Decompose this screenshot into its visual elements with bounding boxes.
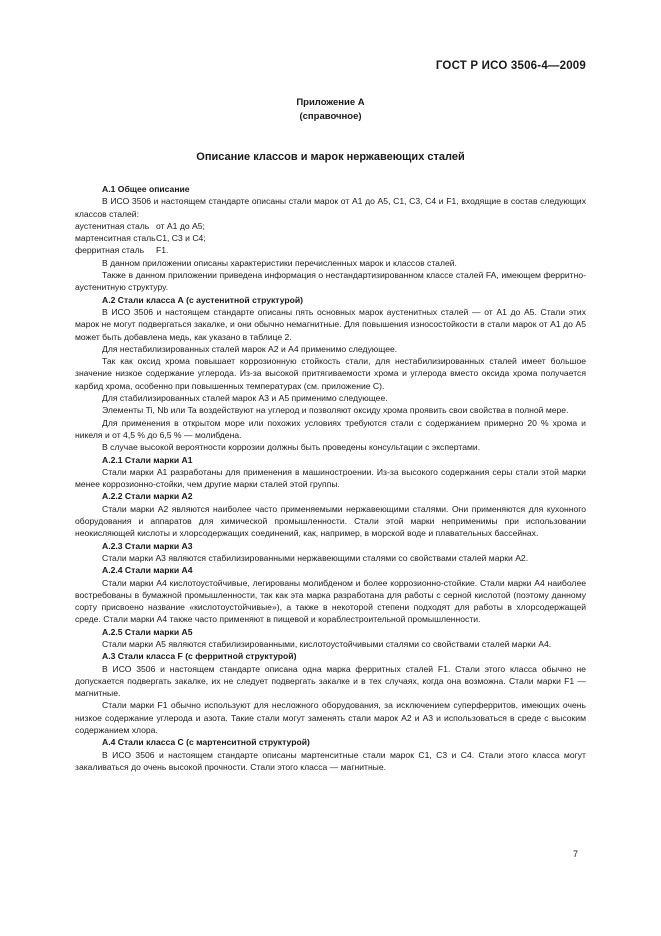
steel-class-list [75, 220, 586, 257]
steel-class-name: ферритная сталь [75, 245, 145, 256]
paragraph: В данном приложении описаны характеристики перечисленных марок и классов сталей. [102, 257, 457, 268]
paragraph: Для применения в открытом море или похожих условиях требуются стали с содержанием примерно 20 % хрома и никеля и от 4,5 % до 6,5 % — молибдена. [75, 417, 586, 440]
annex-title: Приложение А [296, 97, 365, 108]
section-heading: А.2.5 Стали марки А5 [102, 626, 193, 637]
paragraph: Стали марки А3 являются стабилизированными нержавеющими сталями со свойствами сталей марки А2. [102, 552, 529, 563]
paragraph: В ИСО 3506 и настоящем стандарте описаны мартенситные стали марок С1, С3 и С4. Стали этого класса могут закаливаться до очень высокой прочности. Стали этого класса — магнитные. [75, 749, 586, 772]
section-heading: А.1 Общее описание [102, 184, 190, 194]
page-header: ГОСТ Р ИСО 3506-4—2009 [435, 60, 586, 72]
section-heading: А.2.4 Стали марки А4 [102, 565, 193, 576]
annex-heading [0, 96, 661, 124]
paragraph: Стали марки А5 являются стабилизированными, кислотоустойчивыми сталями со свойствами сталей марки А4. [102, 638, 552, 649]
paragraph: В ИСО 3506 и настоящем стандарте описаны стали марок от А1 до А5, С1, С3, С4 и F1, входящие в состав следующих классов сталей: [75, 196, 586, 219]
paragraph: В ИСО 3506 и настоящем стандарте описана одна марка ферритных сталей F1. Стали этого класса обычно не допускается подвергать закалке, их не следует подвергать закалке и в тех случаях, когда она возможна. Стали марки F1 — магнитные. [75, 663, 586, 699]
section-heading: А.3 Стали класса F (с ферритной структурой) [102, 651, 297, 662]
steel-class-grades: от А1 до А5; [156, 220, 205, 231]
paragraph: Стали марки А4 кислотоустойчивые, легированы молибденом и более коррозионно-стойкие. Стали марки А4 наиболее востребованы в бумажной промышленности, так как эта марка разработана для работы с серной кислотой (поэтому данному сорту присвоено название «кислотоустойчивые»), а также в некоторой степени подходят для работы в хлорсодержащей среде. Стали марки А4 также часто применяют в пищевой и кораблестроительной промышленности. [75, 577, 586, 625]
paragraph: Так как оксид хрома повышает коррозионную стойкость стали, для нестабилизированных сталей имеет большое значение низкое содержание углерода. Из-за высокой притягиваемости хрома и углерода вместо оксида хрома получается карбид хрома, особенно при повышенных температурах (см. приложение С). [75, 356, 586, 391]
steel-class-grades: С1, С3 и С4; [156, 233, 206, 244]
paragraph: В случае высокой вероятности коррозии должны быть проведены консультации с экспертами. [102, 442, 481, 453]
page-number: 7 [572, 849, 578, 859]
paragraph: Элементы Ti, Nb или Ta воздействуют на углерод и позволяют оксиду хрома проявить свои свойства в полной мере. [102, 405, 569, 416]
section-heading: А.2.1 Стали марки А1 [102, 454, 193, 465]
annex-subtitle: (справочное) [299, 111, 362, 122]
steel-class-name: аустенитная сталь [75, 220, 150, 231]
section-heading: А.4 Стали класса С (с мартенситной структурой) [102, 737, 310, 748]
paragraph: Стали марки А1 разработаны для применения в машиностроении. Из-за высокого содержания серы стали этой марки менее коррозионно-стойки, чем другие марки сталей этой группы. [75, 466, 586, 490]
paragraph: Стали марки А2 являются наиболее часто применяемыми нержавеющими сталями. Они применяются для кухонного оборудования и аппаратов для химической промышленности. Стали этой марки неприменимы при использовании неокисляющей кислоты и хлорсодержащих соединений, как, например, в морской воде и плавательных бассейнах. [75, 503, 586, 539]
paragraph: Стали марки F1 обычно используют для несложного оборудования, за исключением суперферритов, имеющих очень низкое содержание углерода и азота. Такие стали могут заменять стали марок А2 и А3 и использоваться в среде с высоким содержанием хлора. [75, 700, 586, 736]
paragraph: Для нестабилизированных сталей марок А2 и А4 применимо следующее. [102, 343, 398, 354]
document-title: Описание классов и марок нержавеющих сталей [196, 151, 465, 163]
paragraph: Для стабилизированных сталей марок А3 и А5 применимо следующее. [102, 393, 388, 404]
document-body [75, 183, 586, 773]
paragraph: В ИСО 3506 и настоящем стандарте описаны пять основных марок аустенитных сталей — от А1 до А5. Стали этих марок не могут подвергаться закалке, и они обычно немагнитные. Для повышения износостойкости в стали марок от А1 до А5 может быть добавлена медь, как указано в таблице 2. [75, 306, 586, 342]
section-heading: А.2 Стали класса А (с аустенитной структурой) [102, 294, 304, 305]
paragraph: Также в данном приложении приведена информация о нестандартизированном классе сталей FA, имеющем ферритно-аустенитную структуру. [75, 270, 586, 293]
steel-class-grades: F1. [156, 245, 169, 256]
section-heading: А.2.2 Стали марки А2 [102, 491, 193, 502]
section-heading: А.2.3 Стали марки А3 [102, 540, 193, 551]
steel-class-name: мартенситная сталь [75, 233, 156, 244]
